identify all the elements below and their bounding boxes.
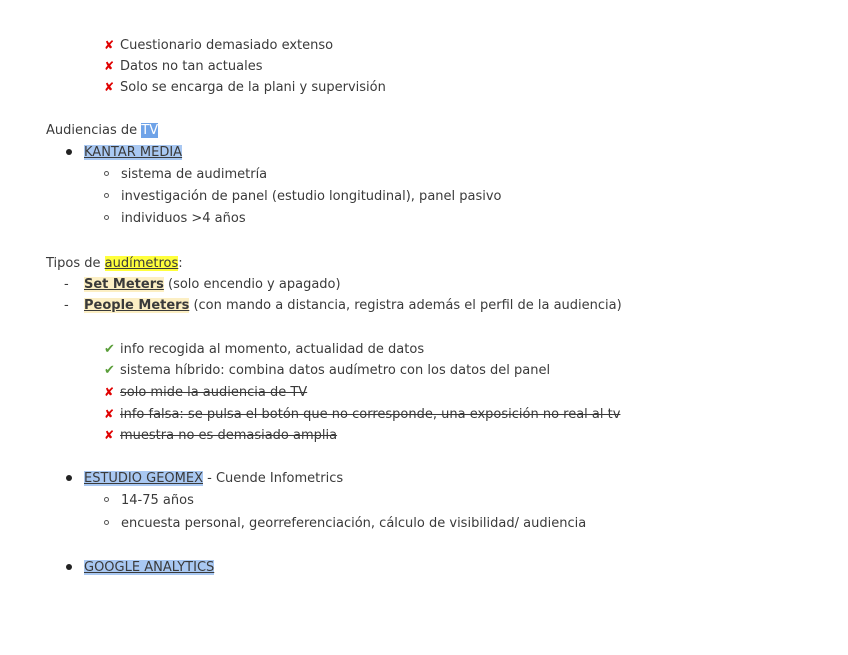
link[interactable]: GOOGLE ANALYTICS bbox=[84, 560, 215, 575]
circle-bullet-icon bbox=[104, 171, 109, 176]
cross-icon: ✘ bbox=[104, 385, 115, 399]
list-item bbox=[66, 144, 182, 162]
circle-bullet-icon bbox=[104, 520, 109, 525]
list-item: sistema de audimetría bbox=[104, 166, 267, 184]
list-item: ✘ muestra no es demasiado amplia bbox=[104, 428, 338, 443]
cross-icon: ✘ bbox=[104, 80, 115, 94]
highlighted-text: TV bbox=[141, 123, 159, 138]
list-item: individuos >4 años bbox=[104, 210, 246, 228]
circle-bullet-icon bbox=[104, 497, 109, 502]
circle-bullet-icon bbox=[104, 193, 109, 198]
list-item: ✘ Solo se encarga de la plani y supervisión bbox=[104, 80, 386, 95]
check-icon: ✔ bbox=[104, 342, 115, 357]
bullet-icon bbox=[66, 475, 72, 481]
highlighted-text: audímetros bbox=[104, 256, 179, 271]
list-item: ✘ Cuestionario demasiado extenso bbox=[104, 38, 334, 53]
check-icon: ✔ bbox=[104, 363, 115, 378]
list-item: ✘ Datos no tan actuales bbox=[104, 59, 263, 74]
link[interactable]: ESTUDIO GEOMEX bbox=[84, 471, 203, 486]
link[interactable]: Set Meters bbox=[84, 277, 164, 292]
section-heading: Audiencias de TV bbox=[46, 123, 159, 138]
cross-icon: ✘ bbox=[104, 59, 115, 73]
list-item: ✔ sistema híbrido: combina datos audímetro con los datos del panel bbox=[104, 363, 551, 378]
bullet-icon bbox=[66, 149, 72, 155]
cross-icon: ✘ bbox=[104, 38, 115, 52]
link[interactable]: People Meters bbox=[84, 298, 190, 313]
circle-bullet-icon bbox=[104, 215, 109, 220]
cross-icon: ✘ bbox=[104, 407, 115, 421]
list-item: ✘ solo mide la audiencia de TV bbox=[104, 385, 308, 400]
list-item: - People Meters (con mando a distancia, registra además el perfil de la audiencia) bbox=[64, 298, 622, 313]
list-item bbox=[66, 559, 214, 577]
list-item: ESTUDIO GEOMEX - Cuende Infometrics bbox=[66, 470, 343, 488]
list-item: ✔ info recogida al momento, actualidad de datos bbox=[104, 342, 425, 357]
list-item: - Set Meters (solo encendio y apagado) bbox=[64, 277, 341, 292]
section-heading: Tipos de audímetros: bbox=[46, 256, 183, 271]
list-item: ✘ info falsa: se pulsa el botón que no corresponde, una exposición no real al tv bbox=[104, 407, 621, 422]
bullet-icon bbox=[66, 564, 72, 570]
list-item: investigación de panel (estudio longitudinal), panel pasivo bbox=[104, 188, 502, 206]
list-item: 14-75 años bbox=[104, 492, 194, 510]
cross-icon: ✘ bbox=[104, 428, 115, 442]
link[interactable]: KANTAR MEDIA bbox=[84, 145, 183, 160]
list-item: encuesta personal, georreferenciación, cálculo de visibilidad/ audiencia bbox=[104, 515, 586, 533]
